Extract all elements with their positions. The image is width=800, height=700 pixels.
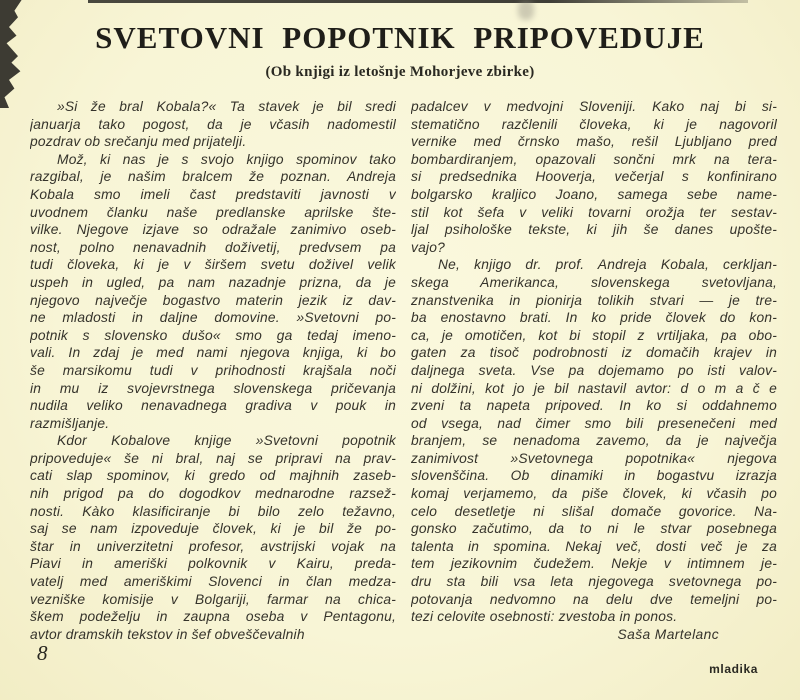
text-line: vatelj med ameriškimi Slovenci in član medza-: [30, 574, 396, 590]
text-line: Ne, knjigo dr. prof. Andreja Kobala, cerkljan-: [438, 257, 777, 273]
page-number: 8: [37, 641, 48, 665]
text-line: celo desetletje ni slišal domače govorice. Na-: [411, 503, 777, 519]
text-line: komaj verjamemo, da piše človek, ki včasih po: [411, 486, 777, 502]
text-line: uvodnem članku naše predlanske aprilske šte-: [30, 204, 396, 220]
article-body: [0, 81, 800, 643]
text-line: tudi človeka, ki je v širšem svetu doživel velik: [30, 257, 396, 273]
text-line: nih prigod pa do dogodkov mednarodne razsež-: [30, 486, 396, 502]
text-line: vezniške komisije v Bolgariji, farmar na chica-: [30, 591, 396, 607]
text-line: avtor dramskih tekstov in šef obveščevalnih: [30, 626, 305, 642]
text-line: nudila veliko nenavadnega gradiva v pouk in: [30, 398, 396, 414]
text-line: pripoveduje« še ni bral, naj se pripravi na prav-: [30, 450, 396, 466]
text-line: nost, polno nenavadnih doživetij, predvsem pa: [30, 239, 396, 255]
text-line: ne mladosti in daljne domovine. »Svetovni po-: [30, 310, 396, 326]
text-line: Kdor Kobalove knjige »Svetovni popotnik: [57, 433, 396, 449]
left-column: [30, 98, 396, 643]
text-line: škem podeželju in zaupna oseba v Pentagonu,: [30, 609, 396, 625]
text-line: ni dolžini, kot jo je bil nastavil avtor: d o m a č e: [411, 380, 777, 396]
text-line: Mož, ki nas je s svojo knjigo spominov tako: [57, 151, 396, 167]
text-line: skega Amerikanca, slovenskega svetovljana,: [411, 274, 777, 290]
text-line: cati slap spominov, ki gredo od majhnih zaseb-: [30, 468, 396, 484]
text-line: branjem, se nenadoma zavemo, da je največja: [411, 433, 777, 449]
text-line: bombardiranjem, opazovali sončni mrk na tera-: [411, 151, 777, 167]
text-line: štar in univerzitetni profesor, avstrijski vojak na: [30, 538, 396, 554]
author-signature: Saša Martelanc: [617, 626, 719, 642]
text-line: gaten za tisoč podrobnosti iz domačih krajev in: [411, 345, 777, 361]
text-line: si predsednika Hooverja, večerjal s konfinirano: [411, 169, 777, 185]
text-line: vali. In zdaj je med nami njegova knjiga, ki bo: [30, 345, 396, 361]
text-line: stil kot šefa v veliki tovarni orožja ter sestav-: [411, 204, 777, 220]
text-line: uspeh in ugled, pa nam nazadnje prizna, da je: [30, 274, 396, 290]
text-line: gonsko začutimo, da to ni le stvar posebnega: [411, 521, 777, 537]
scan-artifact-top-edge: [88, 0, 748, 3]
text-line: »Si že bral Kobala?« Ta stavek je bil sredi: [57, 99, 396, 114]
text-line: daljnega sveta. Vse pa dojemamo po isti valov-: [411, 362, 777, 378]
text-line: stematično razčlenili človeka, ki je nagovoril: [411, 116, 777, 132]
text-line: njegovo največje bogastvo materin jezik iz dav-: [30, 292, 396, 308]
text-line: Piavi in ameriški polkovnik v Kairu, preda-: [30, 556, 396, 572]
text-line: potnik s slovensko dušo« smo ga tedaj imeno-: [30, 327, 396, 343]
text-line: ca, je omotičen, kot bi stopil z vrtiljaka, pa obo-: [411, 327, 777, 343]
text-line: dru sta bili vsa leta njegovega svetovnega po-: [411, 574, 777, 590]
text-line: padalcev v medvojni Sloveniji. Kako naj bi si-: [411, 99, 777, 114]
text-line: vernike med črnsko mašo, rešil Ljubljano pred: [411, 134, 777, 150]
text-line: nosti. Kàko klasificiranje bi bilo zelo težavno,: [30, 503, 396, 519]
text-line: ba enostavno brati. In ko pride človek do kon-: [411, 310, 777, 326]
text-line: in mu iz svojevrstnega slovenskega pričevanja: [30, 380, 396, 396]
text-line: znanstvenika in pionirja tolikih stvari — je tre-: [411, 292, 777, 308]
article-subtitle: (Ob knjigi iz letošnje Mohorjeve zbirke): [265, 64, 535, 80]
text-line: vajo?: [411, 239, 445, 255]
text-line: še marsikomu tudi v prihodnosti krajšala noči: [30, 362, 396, 378]
article-title: SVETOVNI POPOTNIK PRIPOVEDUJE: [95, 20, 705, 55]
text-line: januarja tako pogost, da je včasih nadomestil: [30, 116, 396, 132]
text-line: pozdrav ob srečanju med prijatelji.: [30, 134, 247, 150]
text-line: saj se nam izpoveduje človek, ki je bil že po-: [30, 521, 396, 537]
magazine-name: mladika: [709, 662, 758, 676]
text-line: zanimivost »Svetovnega popotnika« njegova: [411, 450, 777, 466]
text-line: tezi celovite osebnosti: zvestoba in ponos.: [411, 609, 678, 625]
right-column: [411, 98, 777, 643]
text-line: tem jezikovnim čudežem. Nekje v intimnem je-: [411, 556, 777, 572]
text-line: razmišljanje.: [30, 415, 110, 431]
text-line: razgibal, je našim bralcem že poznan. Andreja: [30, 169, 396, 185]
text-line: potovanja nedvomno na delu dve temeljni po-: [411, 591, 777, 607]
scan-artifact-smudge: [518, 0, 534, 20]
text-line: Kobala smo imeli čast predstaviti javnosti v: [30, 186, 396, 202]
article-header: [0, 0, 800, 81]
text-line: slovenščina. Ob dinamiki in bogastvu izrazja: [411, 468, 777, 484]
text-line: bolgarsko kraljico Joano, samega sebe name-: [411, 186, 777, 202]
text-line: ljal psihološke tekste, ki jih še danes upošte-: [411, 222, 777, 238]
text-line: vilke. Njegove izjave so odražale zanimivo oseb-: [30, 222, 396, 238]
text-line: zveni ta napeta pripoved. In ko si oddahnemo: [411, 398, 777, 414]
text-line: talenta in spomina. Nekaj več, dosti več je za: [411, 538, 777, 554]
text-line: od vsega, nad čimer smo bili presenečeni med: [411, 415, 777, 431]
